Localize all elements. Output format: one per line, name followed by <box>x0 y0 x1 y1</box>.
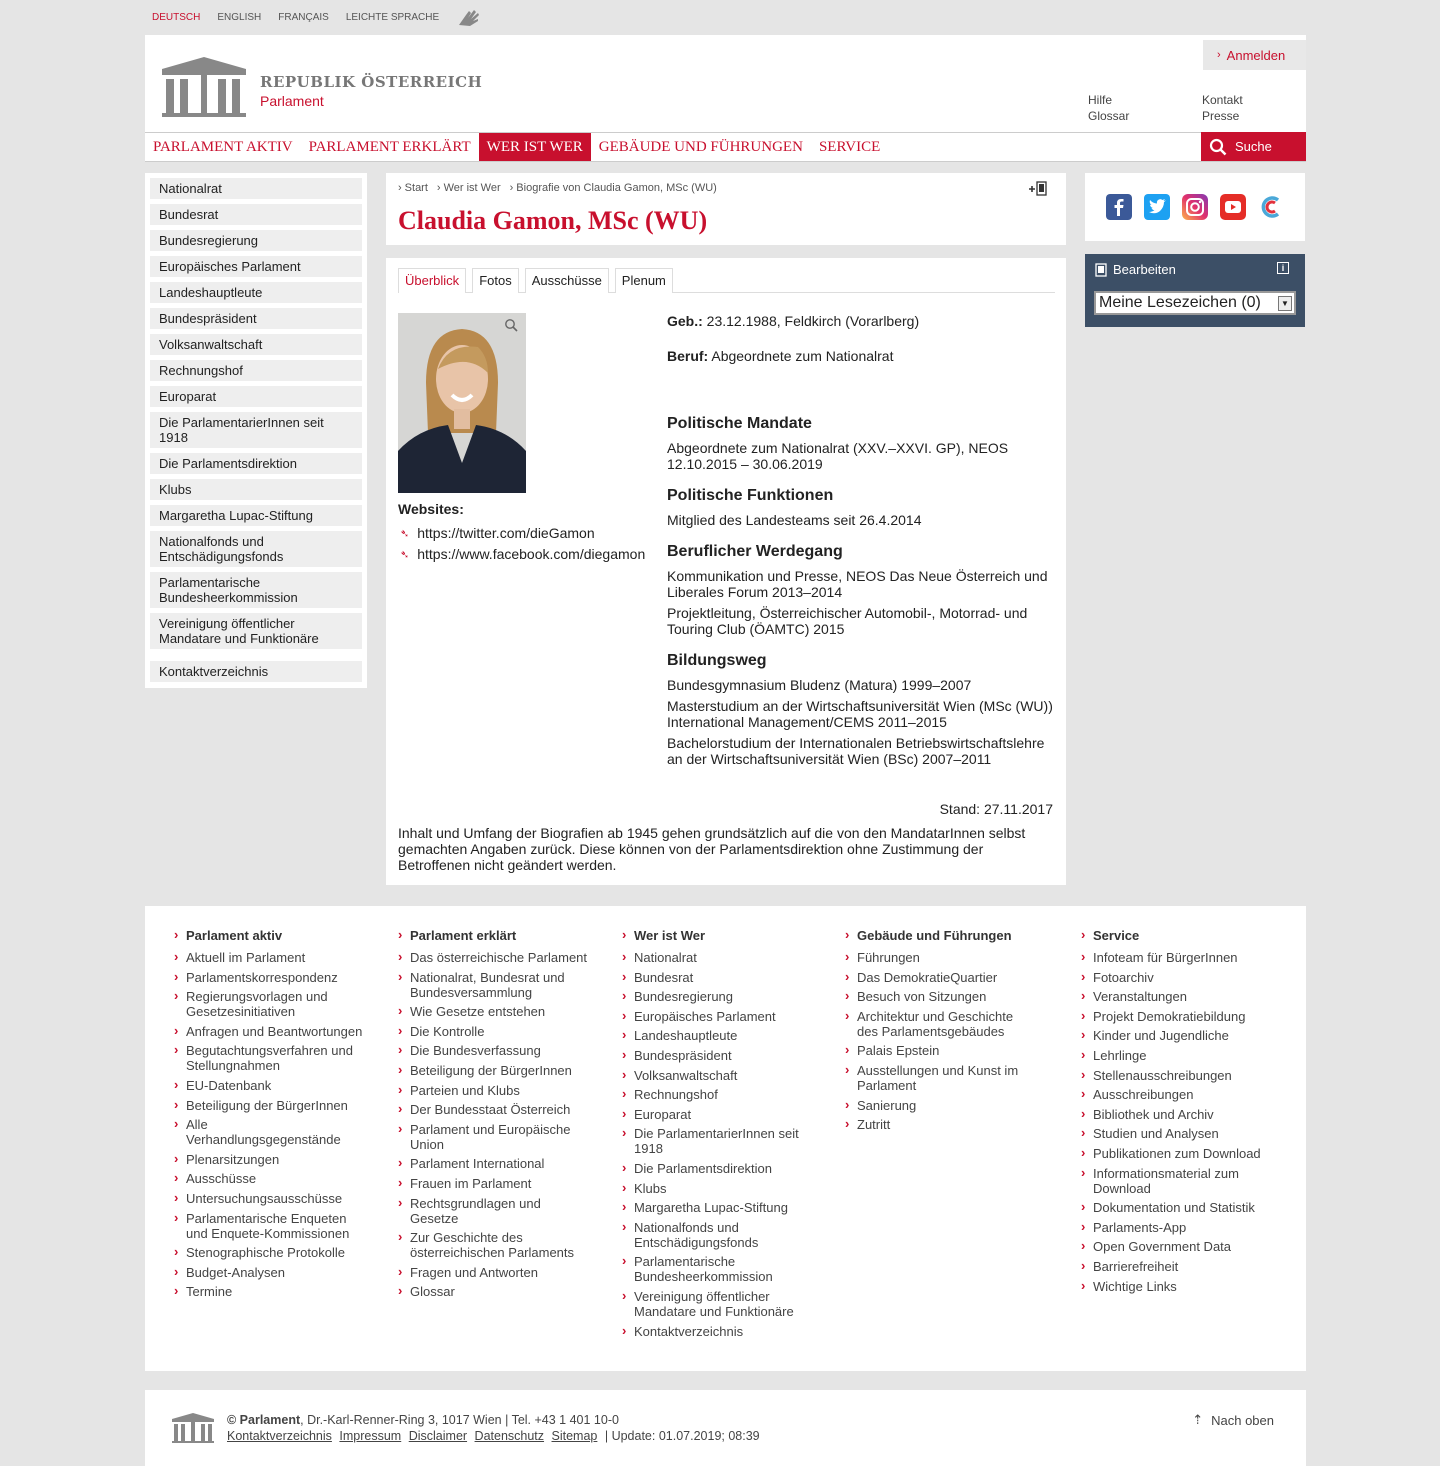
toplinks-col2 <box>1202 92 1243 124</box>
birth-label: Geb.: <box>667 313 703 329</box>
funktion-entry: Mitglied des Landesteams seit 26.4.2014 <box>667 512 922 528</box>
footer-link[interactable]: › Nationalrat, Bundesrat und Bundesversammlung <box>398 970 588 1000</box>
bildung-entry: Bachelorstudium der Internationalen Betriebswirtschaftslehre an der Wirtschaftsuniversität Wien (BSc) 2007–2011 <box>667 735 1045 767</box>
edit-header <box>1085 254 1305 285</box>
sidebar-item-landeshauptleute[interactable]: Landeshauptleute <box>150 282 362 303</box>
add-bookmark-icon[interactable] <box>1028 181 1048 197</box>
footer-link[interactable]: › Studien und Analysen <box>1081 1126 1271 1141</box>
footer-link[interactable]: › Publikationen zum Download <box>1081 1146 1271 1161</box>
sidebar-item-bundesrat[interactable]: Bundesrat <box>150 204 362 225</box>
footer-link[interactable]: › Termine <box>174 1284 364 1299</box>
logo-subtitle: Parlament <box>260 93 324 109</box>
search-button[interactable] <box>1201 132 1306 161</box>
nav-wer-ist-wer[interactable]: WER IST WER <box>479 133 591 161</box>
sidebar-item-europaeisches-parlament[interactable]: Europäisches Parlament <box>150 256 362 277</box>
footer-column-title[interactable]: › Parlament aktiv <box>174 928 364 943</box>
sign-language-icon[interactable] <box>456 7 482 29</box>
edit-label: Bearbeiten <box>1113 262 1176 277</box>
footer-link[interactable]: › Fragen und Antworten <box>398 1265 588 1280</box>
social-links <box>1085 173 1305 241</box>
footer-link[interactable]: › Anfragen und Beantwortungen <box>174 1024 364 1039</box>
bookmark-document-icon <box>1095 263 1107 277</box>
main-nav <box>145 132 1306 162</box>
mandate-entry <box>667 440 1057 472</box>
bottom-bar <box>145 1390 1306 1466</box>
nav-gebaeude-fuehrungen[interactable]: GEBÄUDE UND FÜHRUNGEN <box>598 138 803 155</box>
footer-link[interactable]: › Die Parlamentsdirektion <box>622 1161 812 1176</box>
breadcrumb-current: › Biografie von Claudia Gamon, MSc (WU) <box>510 182 717 194</box>
footer-sitemap <box>145 906 1306 1371</box>
footer-link[interactable]: › Veranstaltungen <box>1081 989 1271 1004</box>
footer-link-list <box>622 950 812 1339</box>
footer-link[interactable]: › Führungen <box>845 950 1035 965</box>
sidebar-item-kontaktverzeichnis[interactable]: Kontaktverzeichnis <box>150 661 362 682</box>
lang-francais[interactable]: FRANÇAIS <box>278 12 329 23</box>
footer-link[interactable]: › Zutritt <box>845 1117 1035 1132</box>
footer-link[interactable]: › Margaretha Lupac-Stiftung <box>622 1200 812 1215</box>
footer-column-title[interactable]: › Gebäude und Führungen <box>845 928 1035 943</box>
portrait-image <box>398 313 526 493</box>
footer-link[interactable]: › Landeshauptleute <box>622 1028 812 1043</box>
twitter-icon[interactable] <box>1144 194 1170 220</box>
breadcrumb-start[interactable]: › Start <box>398 182 428 194</box>
sidebar-item-volksanwaltschaft[interactable]: Volksanwaltschaft <box>150 334 362 355</box>
footer-link[interactable]: › Regierungsvorlagen und Gesetzesinitiativen <box>174 989 364 1019</box>
page-title: Claudia Gamon, MSc (WU) <box>398 206 708 235</box>
stand-date: Stand: 27.11.2017 <box>939 801 1053 817</box>
sidebar-item-nationalfonds[interactable]: Nationalfonds und Entschädigungsfonds <box>150 531 362 567</box>
footer-link[interactable]: › Rechtsgrundlagen und Gesetze <box>398 1196 588 1226</box>
footer-column <box>174 928 364 1304</box>
sidebar-item-bundesheerkommission[interactable]: Parlamentarische Bundesheerkommission <box>150 572 362 608</box>
arrow-up-icon: ⇡ <box>1192 1412 1204 1427</box>
footer-link[interactable]: › Europarat <box>622 1107 812 1122</box>
section-heading-mandate: Politische Mandate <box>667 415 812 432</box>
footer-link[interactable]: › Vereinigung öffentlicher Mandatare und Funktionäre <box>622 1289 812 1319</box>
lang-deutsch[interactable]: DEUTSCH <box>152 12 201 23</box>
bildung-entry: Masterstudium an der Wirtschaftsuniversität Wien (MSc (WU)) International Management/CEMS 2011–2015 <box>667 698 1053 730</box>
footer-link[interactable]: › Lehrlinge <box>1081 1048 1271 1063</box>
sidebar-item-lupac-stiftung[interactable]: Margaretha Lupac-Stiftung <box>150 505 362 526</box>
footer-update: | Update: 01.07.2019; 08:39 <box>604 1429 760 1443</box>
werdegang-entry: Kommunikation und Presse, NEOS Das Neue Österreich und Liberales Forum 2013–2014 <box>667 568 1048 600</box>
biography-panel <box>386 258 1066 885</box>
footer-link[interactable]: › Das DemokratieQuartier <box>845 970 1035 985</box>
footer-link[interactable]: › Barrierefreiheit <box>1081 1259 1271 1274</box>
footer-link[interactable]: › Parlament International <box>398 1156 588 1171</box>
external-link-icon: ➴ <box>400 548 410 561</box>
search-icon <box>1209 138 1227 156</box>
sidebar-item-nationalrat[interactable]: Nationalrat <box>150 178 362 199</box>
section-heading-werdegang: Beruflicher Werdegang <box>667 543 843 560</box>
footer-link[interactable]: › Parteien und Klubs <box>398 1083 588 1098</box>
birth-row <box>667 313 1057 329</box>
tab-ausschuesse[interactable]: Ausschüsse <box>525 268 609 293</box>
mandate-period: 12.10.2015 – 30.06.2019 <box>667 456 823 472</box>
footer-link[interactable]: › Glossar <box>398 1284 588 1299</box>
footer-info <box>227 1412 760 1444</box>
profession-label: Beruf: <box>667 348 709 364</box>
footer-link[interactable]: › Dokumentation und Statistik <box>1081 1200 1271 1215</box>
toplinks-col1 <box>1088 92 1129 124</box>
language-bar <box>145 0 1306 35</box>
website-url: https://www.facebook.com/diegamon <box>417 546 646 562</box>
footer-link[interactable]: › Ausschreibungen <box>1081 1087 1271 1102</box>
footer-link[interactable]: › Parlamentarische Enqueten und Enquete-Kommissionen <box>174 1211 364 1241</box>
footer-column <box>1081 928 1271 1298</box>
footer-link[interactable]: › Alle Verhandlungsgegenstände <box>174 1117 364 1147</box>
disclaimer-text: Inhalt und Umfang der Biografien ab 1945 gehen grundsätzlich auf die von den MandatarInnen selbst gemachten Angaben zurück. Diese können von der Parlamentsdirektion ohne Zustimmung der Betroffenen nicht geändert werden. <box>398 825 1026 873</box>
chevron-right-icon: › <box>1217 49 1221 61</box>
footer-link[interactable]: › Wie Gesetze entstehen <box>398 1004 588 1019</box>
breadcrumb <box>398 182 717 194</box>
tab-fotos[interactable]: Fotos <box>472 268 519 293</box>
werdegang-entry: Projektleitung, Österreichischer Automobil-, Motorrad- und Touring Club (ÖAMTC) 2015 <box>667 605 1028 637</box>
footer-link[interactable]: › Stellenausschreibungen <box>1081 1068 1271 1083</box>
footer-link[interactable]: › Architektur und Geschichte des Parlamentsgebäudes <box>845 1009 1035 1039</box>
sidebar-item-vereinigung-mandatare[interactable]: Vereinigung öffentlicher Mandatare und Funktionäre <box>150 613 362 649</box>
tab-ueberblick[interactable]: Überblick <box>398 268 466 293</box>
footer-link[interactable]: › Parlament und Europäische Union <box>398 1122 588 1152</box>
login-label: Anmelden <box>1226 47 1286 63</box>
footer-column-title[interactable]: › Service <box>1081 928 1271 943</box>
sidebar-item-parlamentsdirektion[interactable]: Die Parlamentsdirektion <box>150 453 362 474</box>
footer-link-kontaktverzeichnis[interactable]: Kontaktverzeichnis <box>227 1429 332 1443</box>
footer-link[interactable]: › Die ParlamentarierInnen seit 1918 <box>622 1126 812 1156</box>
footer-link[interactable]: › Begutachtungsverfahren und Stellungnahmen <box>174 1043 364 1073</box>
footer-link[interactable]: › Zur Geschichte des österreichischen Parlaments <box>398 1230 588 1260</box>
facebook-icon[interactable] <box>1106 194 1132 220</box>
footer-link-list <box>845 950 1035 1132</box>
edit-panel <box>1085 254 1305 327</box>
footer-link[interactable]: › Volksanwaltschaft <box>622 1068 812 1083</box>
footer-link-impressum[interactable]: Impressum <box>339 1429 402 1443</box>
instagram-icon[interactable] <box>1182 194 1208 220</box>
footer-link[interactable]: › Informationsmaterial zum Download <box>1081 1166 1271 1196</box>
mandate-text: Abgeordnete zum Nationalrat (XXV.–XXVI. GP), NEOS <box>667 440 1009 456</box>
profession-row <box>667 348 1057 364</box>
footer-link[interactable]: › Klubs <box>622 1181 812 1196</box>
info-icon[interactable]: i <box>1277 262 1289 274</box>
footer-link[interactable]: › Nationalrat <box>622 950 812 965</box>
footer-link[interactable]: › Bundesregierung <box>622 989 812 1004</box>
footer-link[interactable]: › Bibliothek und Archiv <box>1081 1107 1271 1122</box>
sidebar-item-europarat[interactable]: Europarat <box>150 386 362 407</box>
lang-english[interactable]: ENGLISH <box>217 12 262 23</box>
footer-column <box>622 928 812 1343</box>
logo-title: REPUBLIK ÖSTERREICH <box>260 73 483 91</box>
footer-link[interactable]: › Frauen im Parlament <box>398 1176 588 1191</box>
parliament-logo[interactable] <box>160 55 482 119</box>
breadcrumb-wer-ist-wer[interactable]: › Wer ist Wer <box>437 182 501 194</box>
footer-column <box>845 928 1035 1137</box>
footer-link-datenschutz[interactable]: Datenschutz <box>474 1429 545 1443</box>
footer-link[interactable]: › Infoteam für BürgerInnen <box>1081 950 1271 965</box>
tab-plenum[interactable]: Plenum <box>615 268 673 293</box>
footer-address: , Dr.-Karl-Renner-Ring 3, 1017 Wien | Tel. +43 1 401 10-0 <box>300 1413 619 1427</box>
footer-link[interactable]: › Nationalfonds und Entschädigungsfonds <box>622 1220 812 1250</box>
footer-link[interactable]: › Parlamentarische Bundesheerkommission <box>622 1254 812 1284</box>
footer-link[interactable]: › Die Bundesverfassung <box>398 1043 588 1058</box>
youtube-icon[interactable] <box>1220 194 1246 220</box>
tab-bar <box>398 268 1055 293</box>
chevron-down-icon: ▼ <box>1278 296 1292 311</box>
footer-column-title[interactable]: › Wer ist Wer <box>622 928 812 943</box>
footer-link-sitemap[interactable]: Sitemap <box>551 1429 598 1443</box>
nav-service[interactable]: SERVICE <box>818 138 881 155</box>
footer-org: © Parlament <box>227 1413 301 1427</box>
biography-details <box>667 313 1057 772</box>
footer-link[interactable]: › Projekt Demokratiebildung <box>1081 1009 1271 1024</box>
sidebar-item-bundespraesident[interactable]: Bundespräsident <box>150 308 362 329</box>
footer-link[interactable]: › Palais Epstein <box>845 1043 1035 1058</box>
help-link[interactable]: Hilfe <box>1088 93 1113 107</box>
footer-link[interactable]: › Aktuell im Parlament <box>174 950 364 965</box>
portrait-photo[interactable] <box>398 313 526 493</box>
login-button[interactable] <box>1203 40 1306 70</box>
profession-value: Abgeordnete zum Nationalrat <box>711 348 894 364</box>
footer-link[interactable]: › Rechnungshof <box>622 1087 812 1102</box>
footer-link[interactable]: › Ausschüsse <box>174 1171 364 1186</box>
footer-link-disclaimer[interactable]: Disclaimer <box>408 1429 468 1443</box>
bildung-entry: Bundesgymnasium Bludenz (Matura) 1999–2007 <box>667 677 972 693</box>
sidebar <box>145 173 367 688</box>
website-url: https://twitter.com/dieGamon <box>417 525 595 541</box>
sidebar-item-bundesregierung[interactable]: Bundesregierung <box>150 230 362 251</box>
footer-link[interactable]: › Untersuchungsausschüsse <box>174 1191 364 1206</box>
contact-link[interactable]: Kontakt <box>1202 93 1243 107</box>
sidebar-item-parlamentarier-seit-1918[interactable]: Die ParlamentarierInnen seit 1918 <box>150 412 362 448</box>
search-label: Suche <box>1235 139 1272 154</box>
title-box <box>386 173 1066 245</box>
footer-link[interactable]: › Sanierung <box>845 1098 1035 1113</box>
website-link-twitter[interactable] <box>400 525 595 541</box>
bookmarks-select-value: Meine Lesezeichen (0) <box>1099 294 1261 311</box>
footer-link[interactable]: › Stenographische Protokolle <box>174 1245 364 1260</box>
zoom-icon[interactable] <box>504 318 518 332</box>
footer-link[interactable]: › Wichtige Links <box>1081 1279 1271 1294</box>
parliament-building-icon[interactable] <box>171 1412 215 1444</box>
back-to-top-link[interactable] <box>1192 1412 1274 1428</box>
section-heading-funktionen: Politische Funktionen <box>667 487 834 504</box>
footer-link[interactable]: › Beteiligung der BürgerInnen <box>398 1063 588 1078</box>
website-link-facebook[interactable] <box>400 546 645 562</box>
lang-leichte-sprache[interactable]: LEICHTE SPRACHE <box>345 12 440 23</box>
footer-link[interactable]: › Die Kontrolle <box>398 1024 588 1039</box>
sidebar-item-rechnungshof[interactable]: Rechnungshof <box>150 360 362 381</box>
footer-link[interactable]: › Bundespräsident <box>622 1048 812 1063</box>
footer-link[interactable]: › Beteiligung der BürgerInnen <box>174 1098 364 1113</box>
back-to-top-label: Nach oben <box>1211 1412 1274 1428</box>
glossary-link[interactable]: Glossar <box>1088 109 1130 123</box>
footer-link-list <box>1081 950 1271 1294</box>
footer-link[interactable]: › Besuch von Sitzungen <box>845 989 1035 1004</box>
site-header <box>145 35 1306 162</box>
external-link-icon: ➴ <box>400 527 410 540</box>
footer-link[interactable]: › Europäisches Parlament <box>622 1009 812 1024</box>
open-data-icon[interactable] <box>1258 194 1284 220</box>
press-link[interactable]: Presse <box>1202 109 1240 123</box>
footer-link[interactable]: › Budget-Analysen <box>174 1265 364 1280</box>
sidebar-item-klubs[interactable]: Klubs <box>150 479 362 500</box>
footer-link[interactable]: › Das österreichische Parlament <box>398 950 588 965</box>
footer-link-list <box>398 950 588 1299</box>
footer-column-title[interactable]: › Parlament erklärt <box>398 928 588 943</box>
footer-link-list <box>174 950 364 1299</box>
bookmarks-select[interactable] <box>1094 291 1296 315</box>
footer-link[interactable]: › Parlamentskorrespondenz <box>174 970 364 985</box>
section-heading-bildung: Bildungsweg <box>667 652 767 669</box>
nav-parlament-erklaert[interactable]: PARLAMENT ERKLÄRT <box>308 138 471 155</box>
parliament-building-icon <box>160 55 248 119</box>
footer-link[interactable]: › Kinder und Jugendliche <box>1081 1028 1271 1043</box>
footer-link[interactable]: › Kontaktverzeichnis <box>622 1324 812 1339</box>
nav-parlament-aktiv[interactable]: PARLAMENT AKTIV <box>153 138 293 155</box>
footer-link[interactable]: › Open Government Data <box>1081 1239 1271 1254</box>
footer-link[interactable]: › EU-Datenbank <box>174 1078 364 1093</box>
footer-link[interactable]: › Plenarsitzungen <box>174 1152 364 1167</box>
footer-link[interactable]: › Bundesrat <box>622 970 812 985</box>
footer-link[interactable]: › Der Bundesstaat Österreich <box>398 1102 588 1117</box>
footer-column <box>398 928 588 1304</box>
birth-value: 23.12.1988, Feldkirch (Vorarlberg) <box>706 313 920 329</box>
websites-label: Websites: <box>398 501 464 517</box>
footer-link[interactable]: › Parlaments-App <box>1081 1220 1271 1235</box>
footer-link[interactable]: › Fotoarchiv <box>1081 970 1271 985</box>
footer-link[interactable]: › Ausstellungen und Kunst im Parlament <box>845 1063 1035 1093</box>
